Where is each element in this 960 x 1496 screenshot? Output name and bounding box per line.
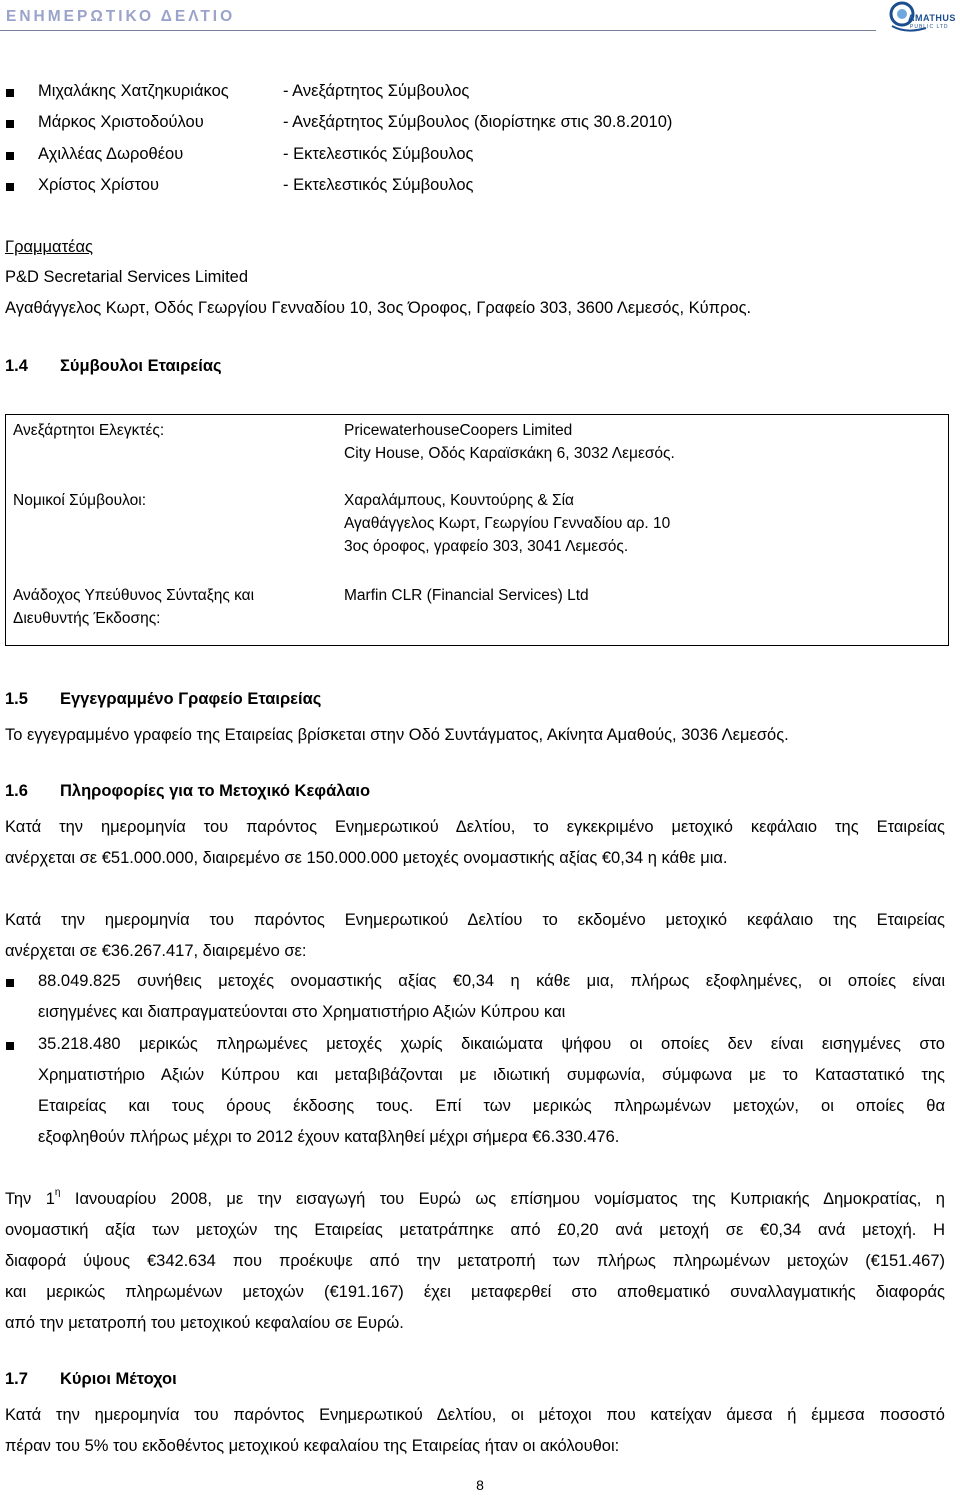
bullet-icon [6, 152, 14, 160]
page-number: 8 [476, 1477, 484, 1493]
section-number: 1.7 [5, 1370, 28, 1388]
bullet-icon [6, 89, 14, 97]
director-role: - Εκτελεστικός Σύμβουλος [283, 176, 474, 194]
paragraph-line: Κατά την ημερομηνία του παρόντος Ενημερωτικού Δελτίου, το εγκεκριμένο μετοχικό κεφάλαιο της Εταιρείας [5, 818, 945, 836]
table-row-value: PricewaterhouseCoopers Limited [344, 422, 573, 439]
paragraph-segment: Ιανουαρίου 2008, με την εισαγωγή του Ευρώ ως επίσημου νομίσματος της Κυπριακής Δημοκρατίας, η [60, 1190, 945, 1208]
director-role: - Ανεξάρτητος Σύμβουλος [283, 82, 470, 100]
bullet-icon [6, 979, 14, 987]
bullet-line: 35.218.480 μερικώς πληρωμένες μετοχές χωρίς δικαιώματα ψήφου οι οποίες δεν είναι εισηγμένες στο [38, 1035, 945, 1053]
table-row-value: Αγαθάγγελος Κωρτ, Γεωργίου Γενναδίου αρ. 10 [344, 515, 671, 532]
paragraph-line: από την μετατροπή του μετοχικού κεφαλαίου σε Ευρώ. [5, 1314, 404, 1332]
table-row-value: Marfin CLR (Financial Services) Ltd [344, 587, 589, 604]
ordinal-superscript: η [54, 1187, 61, 1198]
paragraph-line: ανέρχεται σε €36.267.417, διαιρεμένο σε: [5, 942, 307, 960]
paragraph-line: Κατά την ημερομηνία του παρόντος Ενημερωτικού Δελτίου το εκδομένο μετοχικό κεφάλαιο της Εταιρείας [5, 911, 945, 929]
table-row-value: 3ος όροφος, γραφείο 303, 3041 Λεμεσός. [344, 538, 629, 555]
paragraph-line: ανέρχεται σε €51.000.000, διαιρεμένο σε 150.000.000 μετοχές ονομαστικής αξίας €0,34 η κάθε μια. [5, 849, 728, 867]
list-item [6, 111, 946, 135]
logo-wordmark: AMATHUS [908, 13, 956, 23]
table-row-label: Ανεξάρτητοι Ελεγκτές: [13, 422, 165, 439]
table-row-label: Ανάδοχος Υπεύθυνος Σύνταξης και [13, 587, 255, 604]
bullet-line: Χρηματιστήριο Αξιών Κύπρου και μεταβιβάζονται με ιδιωτική συμφωνία, σύμφωνα με το Καταστατικό της [38, 1066, 945, 1084]
table-row-value: City House, Οδός Καραϊσκάκη 6, 3032 Λεμεσός. [344, 445, 675, 462]
bullet-icon [6, 183, 14, 191]
table-row-value: Χαραλάμπους, Κουντούρης & Σία [344, 492, 574, 509]
registered-office-text: Το εγγεγραμμένο γραφείο της Εταιρείας βρίσκεται στην Οδό Συντάγματος, Ακίνητα Αμαθούς, 3036 Λεμεσός. [5, 726, 789, 744]
bullet-line: εισηγμένες και διαπραγματεύονται στο Χρηματιστήριο Αξιών Κύπρου και [38, 1003, 566, 1021]
section-number: 1.4 [5, 357, 28, 375]
section-title: Σύμβουλοι Εταιρείας [60, 357, 222, 375]
secretary-address: Αγαθάγγελος Κωρτ, Οδός Γεωργίου Γενναδίου 10, 3ος Όροφος, Γραφείο 303, 3600 Λεμεσός, Κύπρος. [5, 299, 752, 317]
paragraph-line: Κατά την ημερομηνία του παρόντος Ενημερωτικού Δελτίου, οι μέτοχοι που κατείχαν άμεσα ή έμμεσα ποσοστό [5, 1406, 945, 1424]
secretary-heading: Γραμματέας [5, 238, 93, 256]
director-name: Μιχαλάκης Χατζηκυριάκος [38, 82, 229, 100]
list-item [6, 174, 946, 198]
paragraph-segment: Την 1 [5, 1190, 55, 1208]
company-logo [886, 0, 960, 36]
list-item [6, 143, 946, 167]
bullet-icon [6, 1042, 14, 1050]
director-name: Χρίστος Χρίστου [38, 176, 159, 194]
director-role: - Ανεξάρτητος Σύμβουλος (διορίστηκε στις 30.8.2010) [283, 113, 673, 131]
directors-list [6, 80, 946, 210]
bullet-line: Εταιρείας και τους όρους έκδοσης τους. Επί των μερικώς πληρωμένων μετοχών, οι οποίες θα [38, 1097, 945, 1115]
director-name: Μάρκος Χριστοδούλου [38, 113, 204, 131]
bullet-icon [6, 120, 14, 128]
bullet-line: εξοφληθούν πλήρως μέχρι το 2012 έχουν καταβληθεί μέχρι σήμερα €6.330.476. [38, 1128, 620, 1146]
bullet-line: 88.049.825 συνήθεις μετοχές ονομαστικής αξίας €0,34 η κάθε μια, πλήρως εξοφλημένες, οι οποίες είναι [38, 972, 945, 990]
section-title: Κύριοι Μέτοχοι [60, 1370, 177, 1388]
paragraph-line [5, 1187, 945, 1209]
header-rule [0, 30, 876, 31]
section-title: Πληροφορίες για το Μετοχικό Κεφάλαιο [60, 782, 371, 800]
section-number: 1.5 [5, 690, 28, 708]
advisors-table [5, 414, 949, 646]
paragraph-line: και μερικώς πληρωμένων μετοχών (€191.167) έχει μεταφερθεί στο αποθεματικό συναλλαγματικής διαφοράς [5, 1283, 945, 1301]
table-row-label: Διευθυντής Έκδοσης: [13, 610, 161, 627]
secretary-name: P&D Secretarial Services Limited [5, 268, 249, 286]
logo-subtitle: PUBLIC LTD [910, 24, 949, 30]
paragraph-line: πέραν του 5% του εκδοθέντος μετοχικού κεφαλαίου της Εταιρείας ήταν οι ακόλουθοι: [5, 1437, 620, 1455]
table-row-label: Νομικοί Σύμβουλοι: [13, 492, 147, 509]
paragraph-line: διαφορά ύψους €342.634 που προέκυψε από την μετατροπή των πλήρως πληρωμένων μετοχών (€151.467) [5, 1252, 945, 1270]
section-title: Εγγεγραμμένο Γραφείο Εταιρείας [60, 690, 322, 708]
document-header-title: ΕΝΗΜΕΡΩΤΙΚΟ ΔΕΛΤΙΟ [6, 8, 236, 25]
list-item [6, 80, 946, 104]
section-number: 1.6 [5, 782, 28, 800]
director-name: Αχιλλέας Δωροθέου [38, 145, 184, 163]
director-role: - Εκτελεστικός Σύμβουλος [283, 145, 474, 163]
paragraph-line: ονομαστική αξία των μετοχών της Εταιρείας μετατράπηκε από £0,20 ανά μετοχή σε €0,34 ανά μετοχή. Η [5, 1221, 945, 1239]
